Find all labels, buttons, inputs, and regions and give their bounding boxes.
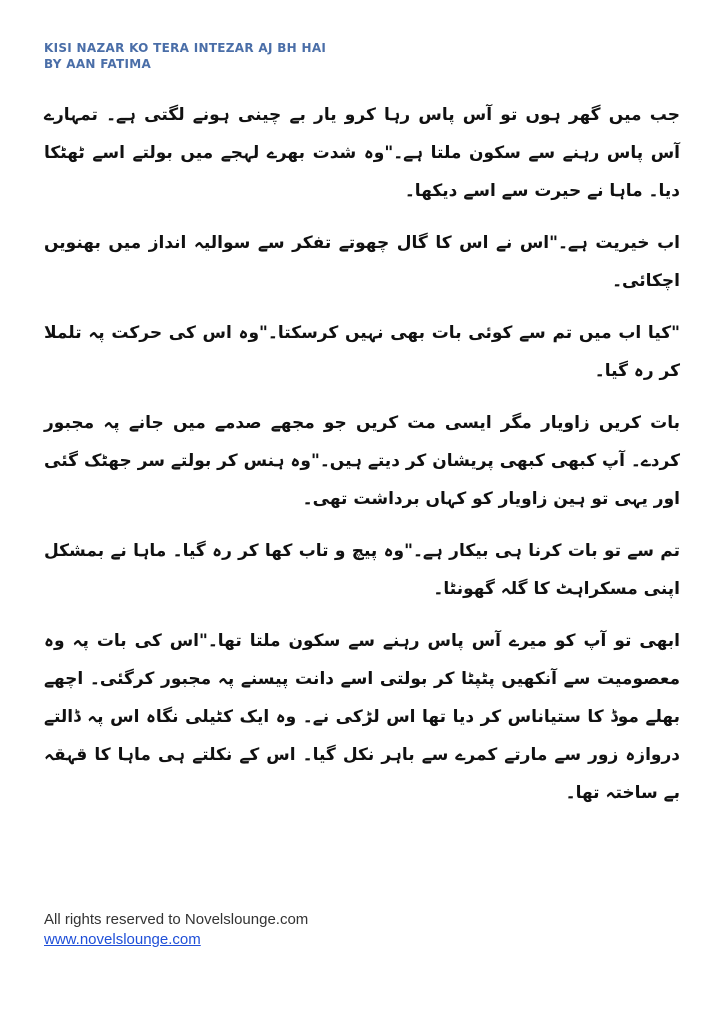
paragraph-5: تم سے تو بات کرنا ہی بیکار ہے۔"وہ پیچ و تاب کھا کر رہ گیا۔ ماہا نے بمشکل اپنی مسکراہٹ کا گلہ گھونٹا۔	[44, 541, 680, 599]
paragraph-2: اب خیریت ہے۔"اس نے اس کا گال چھوتے تفکر سے سوالیہ انداز میں بھنویں اچکائی۔	[44, 233, 680, 291]
paragraph-1: جب میں گھر ہوں تو آس پاس رہا کرو یار بے چینی ہونے لگتی ہے۔ تمہارے آس پاس رہنے سے سکون ملتا ہے۔"وہ شدت بھرے لہجے میں بولتے اسے ٹھٹکا دیا۔ ماہا نے حیرت سے اسے دیکھا۔	[44, 105, 680, 201]
website-link[interactable]: www.novelslounge.com	[44, 931, 201, 948]
paragraph-4: بات کریں زاویار مگر ایسی مت کریں جو مجھے صدمے میں جانے پہ مجبور کردے۔ آپ کبھی کبھی پریشان کر دیتے ہیں۔"وہ ہنس کر بولتے سر جھٹک گئی اور یہی تو ہین زاویار کو کہاں برداشت تھی۔	[44, 413, 680, 509]
paragraph-6: ابھی تو آپ کو میرے آس پاس رہنے سے سکون ملتا تھا۔"اس کی بات پہ وہ معصومیت سے آنکھیں پٹپٹا کر بولتی اسے دانت پیسنے پہ مجبور کرگئی۔ اچھے بھلے موڈ کا ستیاناس کر دیا تھا اس لڑکی نے۔ وہ ایک کٹیلی نگاہ اس پہ ڈالتے دروازہ زور سے مارتے کمرے سے باہر نکل گیا۔ اس کے نکلتے ہی ماہا کا قہقہ بے ساختہ تھا۔	[44, 631, 680, 803]
novel-title: KISI NAZAR KO TERA INTEZAR AJ BH HAI	[44, 41, 327, 55]
novel-author: BY AAN FATIMA	[44, 57, 152, 71]
paragraph-3: "کیا اب میں تم سے کوئی بات بھی نہیں کرسکتا۔"وہ اس کی حرکت پہ تلملا کر رہ گیا۔	[44, 323, 680, 381]
novel-header	[44, 40, 326, 72]
footer	[44, 910, 308, 950]
copyright-text: All rights reserved to Novelslounge.com	[44, 911, 309, 928]
story-text	[44, 96, 680, 826]
